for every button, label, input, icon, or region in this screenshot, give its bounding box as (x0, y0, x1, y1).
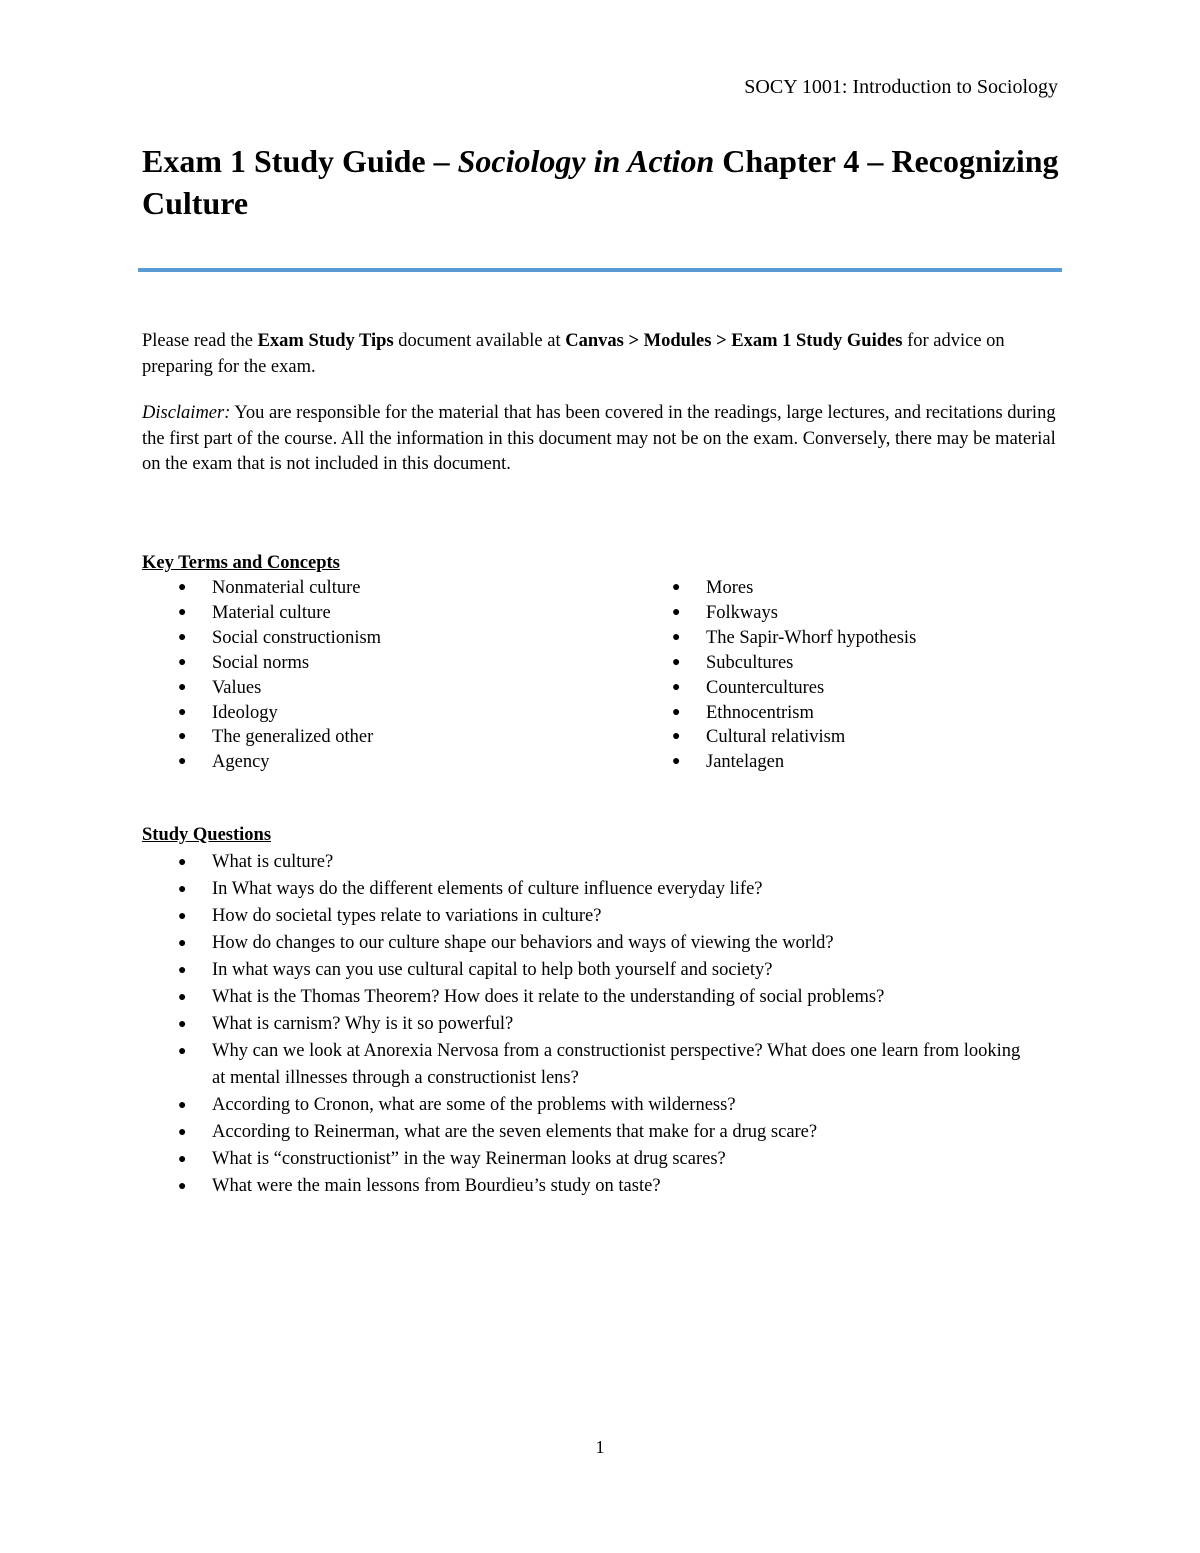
study-question-item-text: What is culture? (212, 852, 334, 872)
bullet-icon: ● (672, 729, 681, 745)
bullet-icon: ● (178, 754, 187, 770)
bullet-icon: ● (178, 1017, 187, 1032)
bullet-icon: ● (178, 1125, 187, 1140)
study-question-item (178, 1038, 1038, 1092)
key-terms-heading: Key Terms and Concepts (142, 553, 340, 573)
title-part-2: Chapter 4 – Recognizing Culture (142, 143, 1059, 221)
key-term-item (672, 701, 1052, 726)
key-term-item-text: Ethnocentrism (706, 702, 814, 723)
study-question-item-text: What is “constructionist” in the way Reinerman looks at drug scares? (212, 1149, 726, 1169)
study-question-item-text: How do societal types relate to variations in culture? (212, 906, 602, 926)
bullet-icon: ● (672, 629, 681, 645)
study-questions-list (178, 849, 1038, 1200)
bullet-icon: ● (672, 704, 681, 720)
study-question-item-text: What were the main lessons from Bourdieu’s study on taste? (212, 1176, 661, 1196)
bullet-icon: ● (672, 679, 681, 695)
study-question-item (178, 930, 1038, 957)
bullet-icon: ● (672, 580, 681, 595)
study-question-item-text: According to Reinerman, what are the seven elements that make for a drug scare? (212, 1122, 818, 1142)
key-term-item-text: Social norms (212, 652, 310, 673)
study-question-item (178, 1146, 1038, 1173)
bullet-icon: ● (178, 580, 187, 595)
page-number: 1 (595, 1437, 605, 1457)
study-question-item-text: What is carnism? Why is it so powerful? (212, 1014, 514, 1034)
key-term-item-text: Material culture (212, 602, 331, 623)
key-term-item (178, 626, 618, 651)
bullet-icon: ● (178, 729, 187, 745)
bullet-icon: ● (178, 936, 187, 951)
page-title (142, 140, 1062, 224)
bullet-icon: ● (178, 909, 187, 924)
bullet-icon: ● (672, 654, 681, 670)
bullet-icon: ● (178, 882, 187, 897)
key-term-item-text: Mores (706, 578, 754, 598)
key-term-item (672, 750, 1052, 775)
disclaimer-text: You are responsible for the material that has been covered in the readings, large lectures, and recitations during the first part of the course. All the information in this document may not be on the exam. Conversely, there may be material on the exam that is not included in this document. (142, 403, 1056, 474)
key-term-item-text: Nonmaterial culture (212, 578, 361, 598)
study-question-item-text: How do changes to our culture shape our behaviors and ways of viewing the world? (212, 933, 834, 953)
bullet-icon: ● (178, 963, 187, 978)
study-questions-heading: Study Questions (142, 825, 272, 845)
bullet-icon: ● (672, 754, 681, 770)
key-term-item (672, 725, 1052, 750)
key-terms-right-list (672, 576, 1052, 775)
bullet-icon: ● (178, 1044, 187, 1059)
key-term-item (178, 676, 618, 701)
title-part-1: Exam 1 Study Guide – (142, 143, 458, 179)
key-term-item (672, 676, 1052, 701)
key-terms-left-list (178, 576, 618, 775)
key-term-item-text: Jantelagen (706, 752, 785, 773)
study-question-item (178, 957, 1038, 984)
key-term-item (178, 601, 618, 626)
bullet-icon: ● (672, 604, 681, 620)
bullet-icon: ● (178, 1179, 187, 1194)
key-term-item (178, 576, 618, 601)
study-question-item (178, 1011, 1038, 1038)
key-term-item (672, 626, 1052, 651)
key-term-item-text: Countercultures (706, 677, 825, 698)
key-term-item-text: Ideology (212, 702, 278, 723)
study-question-item (178, 1092, 1038, 1119)
key-term-item (672, 576, 1052, 601)
study-question-item-text: Why can we look at Anorexia Nervosa from a constructionist perspective? What does one learn from looking at mental illnesses through a constructionist lens? (212, 1041, 1021, 1088)
study-question-item-text: In What ways do the different elements of culture influence everyday life? (212, 879, 763, 899)
key-term-item-text: Cultural relativism (706, 727, 846, 748)
bullet-icon: ● (178, 990, 187, 1005)
study-question-item-text: In what ways can you use cultural capital to help both yourself and society? (212, 960, 773, 980)
title-book-name: Sociology in Action (457, 143, 715, 179)
study-question-item-text: According to Cronon, what are some of the problems with wilderness? (212, 1095, 736, 1115)
study-question-item (178, 1173, 1038, 1200)
key-term-item (178, 701, 618, 726)
intro-bold-study-tips: Exam Study Tips (257, 331, 394, 351)
bullet-icon: ● (178, 1152, 187, 1167)
intro-text-1: Please read the (142, 331, 258, 351)
key-term-item-text: Agency (212, 752, 270, 773)
study-question-item-text: What is the Thomas Theorem? How does it relate to the understanding of social problems? (212, 987, 885, 1007)
title-divider (138, 268, 1062, 272)
key-term-item-text: Subcultures (706, 652, 794, 673)
intro-bold-canvas-path: Canvas > Modules > Exam 1 Study Guides (565, 331, 903, 351)
bullet-icon: ● (178, 654, 187, 670)
key-term-item (178, 725, 618, 750)
bullet-icon: ● (178, 704, 187, 720)
study-question-item (178, 876, 1038, 903)
study-question-item (178, 903, 1038, 930)
study-question-item (178, 849, 1038, 876)
bullet-icon: ● (178, 855, 187, 870)
study-question-item (178, 984, 1038, 1011)
bullet-icon: ● (178, 629, 187, 645)
intro-text-2: document available at (393, 331, 566, 351)
intro-paragraph (142, 329, 1062, 380)
key-term-item-text: Values (212, 677, 262, 698)
bullet-icon: ● (178, 604, 187, 620)
key-term-item (178, 651, 618, 676)
key-term-item-text: Social constructionism (212, 627, 382, 648)
study-question-item (178, 1119, 1038, 1146)
key-term-item (178, 750, 618, 775)
disclaimer-label: Disclaimer: (142, 403, 231, 423)
key-term-item (672, 601, 1052, 626)
key-term-item-text: Folkways (706, 602, 778, 623)
intro-text-3: for advice on preparing for the exam. (142, 331, 1005, 377)
bullet-icon: ● (178, 679, 187, 695)
key-term-item-text: The generalized other (212, 727, 374, 748)
disclaimer-paragraph (142, 401, 1062, 478)
running-header: SOCY 1001: Introduction to Sociology (744, 76, 1058, 98)
bullet-icon: ● (178, 1098, 187, 1113)
key-term-item (672, 651, 1052, 676)
key-term-item-text: The Sapir-Whorf hypothesis (706, 627, 917, 648)
